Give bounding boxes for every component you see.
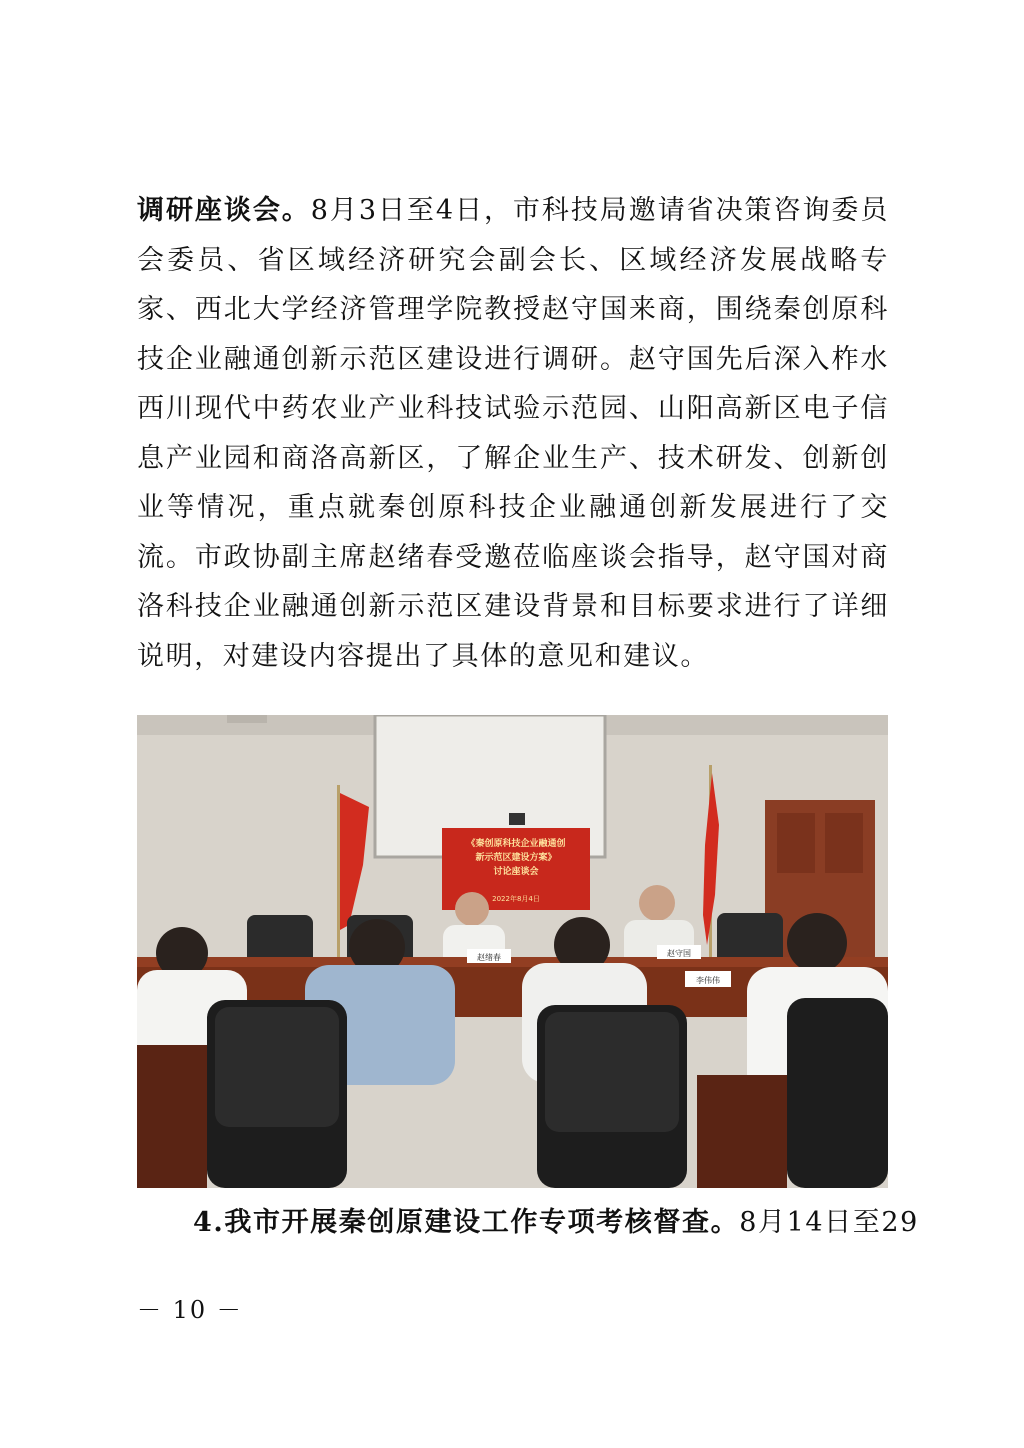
page-number: － 10 －	[137, 1296, 243, 1324]
paragraph-body: 8月3日至4日，市科技局邀请省决策咨询委员会委员、省区域经济研究会副会长、区域经济发展战略专家、西北大学经济管理学院教授赵守国来商，围绕秦创原科技企业融通创新示范区建设进行调研。赵守国先后深入柞水西川现代中药农业产业科技试验示范园、山阳高新区电子信息产业园和商洛高新区，了解企业生产、技术研发、创新创业等情况，重点就秦创原科技企业融通创新发展进行了交流。市政协副主席赵绪春受邀莅临座谈会指导，赵守国对商洛科技企业融通创新示范区建设背景和目标要求进行了详细说明，对建设内容提出了具体的意见和建议。	[137, 195, 889, 672]
nameplate-3: 李伟伟	[696, 976, 720, 985]
nameplate-1: 赵绪春	[477, 953, 501, 962]
meeting-photo	[137, 715, 888, 1188]
screen-line-1: 《秦创原科技企业融通创	[466, 839, 566, 849]
next-item	[137, 1198, 919, 1247]
next-item-text: 8月14日至29	[739, 1207, 919, 1238]
next-item-heading: 4.我市开展秦创原建设工作专项考核督查。	[193, 1207, 740, 1238]
screen-line-3: 讨论座谈会	[493, 867, 539, 877]
body-paragraph	[137, 186, 889, 681]
nameplate-2: 赵守国	[667, 949, 691, 958]
screen-line-4: 2022年8月4日	[492, 895, 540, 903]
screen-line-2: 新示范区建设方案》	[475, 853, 557, 863]
paragraph-lead: 调研座谈会。	[137, 195, 311, 226]
